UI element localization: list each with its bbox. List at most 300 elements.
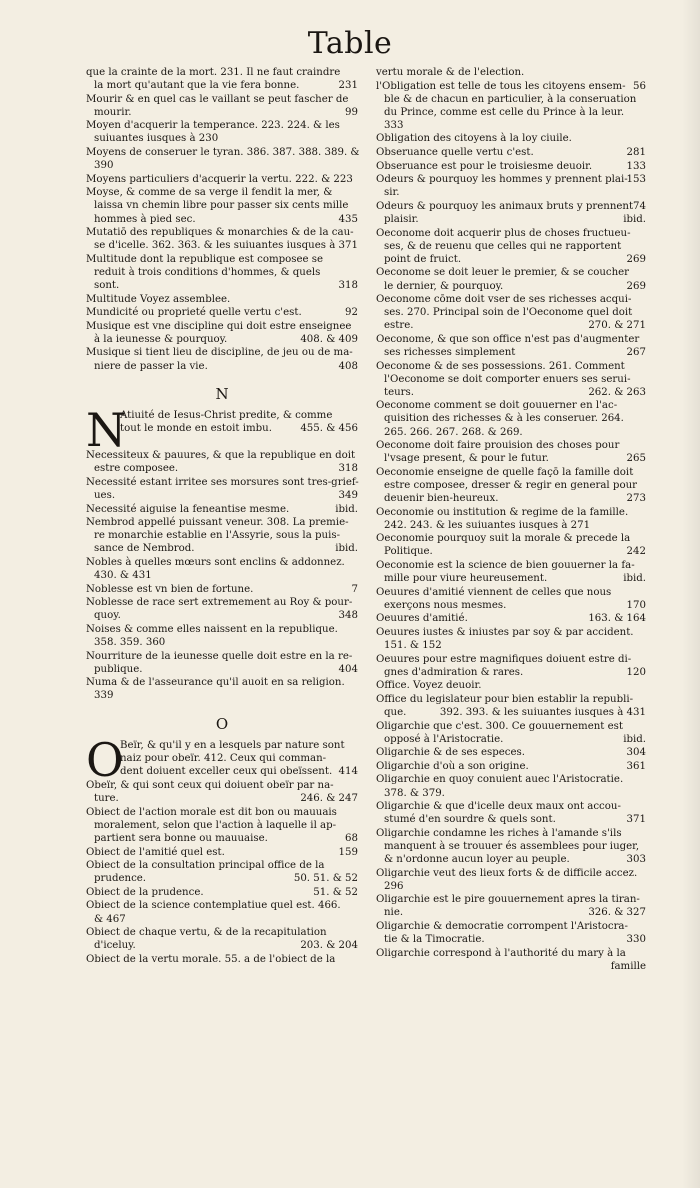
entry-line	[86, 583, 358, 596]
entry-line	[86, 899, 358, 912]
entry-line	[120, 422, 358, 435]
page-reference: 303	[626, 854, 646, 866]
entry-line	[376, 200, 646, 213]
index-entry	[86, 596, 358, 622]
index-entry	[86, 779, 358, 805]
entry-text: Oligarchie est le pire gouuernement apres la tiran-	[376, 894, 640, 906]
entry-text: mille pour viure heureusement.	[384, 573, 548, 585]
entry-line	[376, 66, 646, 79]
entry-text: Obeïr, & qui sont ceux qui doiuent obeïr par na-	[86, 780, 334, 792]
entry-text: d'iceluy.	[94, 940, 136, 952]
entry-line	[86, 806, 358, 819]
page-reference: 231	[338, 80, 358, 92]
entry-text: Oeconome comment se doit gouuerner en l'ac-	[376, 400, 618, 412]
entry-text: Obiect de chaque vertu, & de la recapitulation	[86, 927, 327, 939]
entry-text: Musique est vne discipline qui doit estre enseignee	[86, 320, 352, 332]
entry-text: Office du legislateur pour bien establir la republi-	[376, 693, 634, 705]
entry-line	[86, 226, 358, 239]
entry-text: Oligarchie & de ses especes.	[376, 747, 525, 759]
entry-text: prudence.	[94, 873, 147, 885]
page-reference: famille	[610, 960, 646, 972]
entry-text: Oeconome se doit leuer le premier, & se coucher	[376, 267, 630, 279]
entry-text: point de fruict.	[384, 253, 462, 265]
page-reference: ibid.	[623, 573, 646, 585]
page-reference: 349	[338, 490, 358, 502]
entry-text: teurs.	[384, 386, 415, 398]
entry-text: hommes à pied sec.	[94, 213, 196, 225]
entry-text: Obiect de l'action morale est dit bon ou mauuais	[86, 806, 337, 818]
index-entry	[86, 449, 358, 475]
entry-line	[86, 346, 358, 359]
page-reference: 318	[338, 280, 358, 291]
entry-line	[376, 733, 646, 746]
index-entry	[376, 293, 646, 332]
index-entry	[376, 559, 646, 585]
entry-line	[376, 666, 646, 679]
entry-text: moralement, selon que l'action à laquelle il ap-	[94, 819, 337, 831]
entry-line	[376, 106, 646, 119]
entry-text: suiuantes iusques à 230	[94, 133, 219, 145]
entry-text: la mort qu'autant que la vie fera bonne.	[94, 80, 300, 92]
entry-text: manquent à se trouuer és assemblees pour iuger,	[384, 840, 640, 852]
entry-text: Nembrod appellé puissant veneur. 308. La premie-	[86, 517, 349, 529]
entry-line	[376, 906, 646, 919]
entry-line	[376, 626, 646, 639]
index-entry	[376, 920, 646, 946]
index-entry	[86, 293, 358, 306]
index-entry	[86, 676, 358, 702]
entry-text: opposé à l'Aristocratie.	[384, 733, 504, 745]
index-entry	[376, 679, 646, 692]
entry-line	[86, 623, 358, 636]
page-reference: 203. & 204	[300, 940, 358, 952]
entry-text: Multitude dont la republique est composee se	[86, 253, 324, 265]
section-letter: O	[215, 714, 229, 733]
index-entry	[86, 953, 358, 966]
entry-text: 358. 359. 360	[94, 637, 166, 649]
page-reference: 242	[626, 546, 646, 558]
entry-line	[86, 239, 358, 252]
index-entry	[86, 93, 358, 119]
index-entry	[86, 66, 358, 92]
entry-text: Oeconome, & que son office n'est pas d'augmenter	[376, 333, 640, 345]
entry-text: à la ieunesse & pourquoy.	[94, 333, 228, 345]
entry-line	[376, 639, 646, 652]
entry-line	[376, 840, 646, 853]
entry-text: deuenir bien-heureux.	[384, 493, 499, 504]
entry-line	[86, 636, 358, 649]
entry-text: Oeuures d'amitié viennent de celles que nous	[376, 586, 612, 598]
index-entry	[376, 146, 646, 159]
index-entry	[376, 653, 646, 679]
index-column-right	[376, 66, 646, 973]
entry-line	[86, 253, 358, 266]
entry-line	[376, 960, 646, 973]
entry-line	[376, 93, 646, 106]
entry-line	[376, 412, 646, 425]
entry-text: re monarchie establie en l'Assyrie, sous la puis-	[94, 530, 341, 542]
page-reference: ibid.	[335, 503, 358, 515]
page-reference: 273	[626, 493, 646, 504]
entry-text: l'Oeconome se doit comporter enuers ses serui-	[384, 373, 631, 385]
entry-text: Oligarchie veut des lieux forts & de difficile accez.	[376, 867, 638, 879]
entry-text: Mundicité ou proprieté quelle vertu c'est.	[86, 307, 302, 319]
entry-line	[376, 479, 646, 492]
index-entry	[376, 720, 646, 746]
entry-line	[86, 293, 358, 306]
entry-text: dent doiuent exceller ceux qui obeïssent.	[120, 765, 333, 777]
index-entry	[86, 623, 358, 649]
entry-line	[376, 160, 646, 173]
entry-line	[86, 859, 358, 872]
entry-text: estre.	[384, 320, 414, 332]
entry-text: Oeconomie est la science de bien gouuerner la fa-	[376, 559, 635, 571]
entry-line	[376, 532, 646, 545]
index-entry	[376, 773, 646, 799]
index-entry	[86, 346, 358, 372]
entry-text: Oeconomie enseigne de quelle façō la famille doit	[376, 466, 634, 478]
entry-text: Oligarchie correspond à l'authorité du mary à la	[376, 947, 626, 959]
entry-text: Numa & de l'asseurance qu'il auoit en sa religion.	[86, 677, 345, 689]
entry-line	[376, 213, 646, 226]
entry-line	[86, 663, 358, 676]
index-entry	[376, 66, 646, 79]
index-entry	[376, 586, 646, 612]
entry-line	[86, 596, 358, 609]
entry-text: ture.	[94, 793, 119, 805]
entry-text: stumé d'en sourdre & quels sont.	[384, 814, 556, 826]
index-entry	[376, 227, 646, 266]
entry-text: sance de Nembrod.	[94, 543, 195, 555]
entry-line	[86, 872, 358, 885]
entry-text: l'Obligation est telle de tous les citoyens ensem-	[376, 80, 626, 92]
page-reference: 120	[626, 666, 646, 678]
index-entry	[86, 886, 358, 899]
entry-line	[86, 119, 358, 132]
entry-line	[376, 306, 646, 319]
page-reference: 269	[626, 253, 646, 265]
page-reference: 153	[626, 174, 646, 186]
page-reference: 330	[626, 934, 646, 946]
page-reference: 159	[338, 846, 358, 858]
entry-line	[376, 893, 646, 906]
entry-line	[120, 739, 358, 752]
entry-text: Oligarchie & democratie corrompent l'Aristocra-	[376, 921, 628, 932]
entry-text: quisition des richesses & à les conseruer. 264.	[384, 413, 624, 425]
entry-text: Multitude Voyez assemblee.	[86, 293, 231, 305]
entry-line	[376, 426, 646, 439]
entry-line	[86, 146, 358, 159]
entry-text: Moyse, & comme de sa verge il fendit la mer, &	[86, 187, 333, 199]
entry-line	[376, 173, 646, 186]
entry-text: niere de passer la vie.	[94, 360, 208, 372]
entry-line	[376, 787, 646, 800]
entry-line	[376, 706, 646, 719]
entry-text: Oeuures pour estre magnifiques doiuent estre di-	[376, 653, 632, 665]
entry-text: Politique.	[384, 546, 433, 558]
entry-text: gnes d'admiration & rares.	[384, 666, 524, 678]
entry-line	[86, 186, 358, 199]
entry-text: Moyens particuliers d'acquerir la vertu. 222. & 223	[86, 173, 353, 185]
page-reference: 92	[345, 307, 358, 319]
page-reference: 269	[626, 280, 646, 292]
page-reference: 361	[626, 760, 646, 772]
index-entry	[86, 306, 358, 319]
entry-line	[376, 599, 646, 612]
entry-line	[376, 227, 646, 240]
entry-line	[376, 293, 646, 306]
entry-text: tie & la Timocratie.	[384, 934, 485, 946]
entry-line	[376, 773, 646, 786]
entry-text: 242. 243. & les suiuantes iusques à 271	[384, 519, 591, 531]
page-reference: ibid.	[335, 543, 358, 555]
entry-line	[376, 679, 646, 692]
entry-line	[376, 947, 646, 960]
entry-text: publique.	[94, 663, 143, 675]
entry-text: exerçons nous mesmes.	[384, 599, 507, 611]
entry-text: Musique si tient lieu de discipline, de jeu ou de ma-	[86, 347, 353, 359]
page-reference: 265	[626, 453, 646, 465]
page-reference: 371	[626, 814, 646, 826]
index-entry	[86, 899, 358, 925]
entry-line	[376, 760, 646, 773]
entry-line	[86, 819, 358, 832]
entry-text: Oeconome doit acquerir plus de choses fructueu-	[376, 227, 631, 239]
index-entry	[86, 226, 358, 252]
entry-line	[376, 333, 646, 346]
page-reference: ibid.	[623, 733, 646, 745]
entry-line	[86, 886, 358, 899]
entry-text: l'vsage present, & pour le futur.	[384, 453, 549, 465]
entry-text: Odeurs & pourquoy les hommes y prennent plai-	[376, 174, 628, 186]
entry-text: laissa vn chemin libre pour passer six cents mille	[94, 200, 349, 212]
index-entry	[86, 119, 358, 145]
entry-text: 390	[94, 160, 114, 172]
entry-line	[120, 752, 358, 765]
index-entry	[376, 532, 646, 558]
page-reference: 50. 51. & 52	[293, 873, 358, 885]
entry-line	[86, 832, 358, 845]
entry-text: Noblesse est vn bien de fortune.	[86, 583, 254, 595]
index-entry	[376, 800, 646, 826]
entry-line	[376, 653, 646, 666]
entry-text: Obiect de la prudence.	[86, 886, 204, 898]
page-reference: 99	[345, 106, 358, 118]
entry-line	[376, 346, 646, 359]
entry-text: Oeconome cōme doit vser de ses richesses acqui-	[376, 294, 632, 306]
entry-line	[376, 240, 646, 253]
entry-text: 265. 266. 267. 268. & 269.	[384, 426, 523, 438]
entry-line	[376, 586, 646, 599]
index-entry	[376, 827, 646, 866]
entry-text: sont.	[94, 280, 120, 291]
index-entry	[376, 160, 646, 173]
entry-text: 296	[384, 880, 404, 892]
entry-text: Oeuures d'amitié.	[376, 613, 468, 625]
page-reference: 133	[626, 160, 646, 172]
index-entry	[376, 693, 646, 719]
page-reference: 163. & 164	[588, 613, 646, 625]
entry-line	[376, 466, 646, 479]
index-entry	[376, 506, 646, 532]
entry-line	[86, 66, 358, 79]
index-entry	[86, 186, 358, 225]
entry-line	[376, 867, 646, 880]
page-title: Table	[307, 26, 393, 61]
index-entry	[376, 399, 646, 438]
entry-line	[376, 439, 646, 452]
entry-text: mourir.	[94, 106, 132, 118]
page-reference: 56	[633, 80, 646, 92]
entry-line	[86, 199, 358, 212]
index-entry	[86, 146, 358, 172]
entry-text: Noblesse de race sert extremement au Roy & pour-	[86, 597, 353, 609]
entry-text: Obligation des citoyens à la loy ciuile.	[376, 133, 572, 145]
page-reference: 304	[626, 747, 646, 759]
page-reference: ibid.	[623, 214, 646, 226]
entry-line	[86, 650, 358, 663]
entry-line	[376, 360, 646, 373]
page-reference: 170	[626, 599, 646, 611]
index-entry	[376, 200, 646, 226]
entry-line	[376, 253, 646, 266]
entry-line	[376, 452, 646, 465]
entry-text: Oeuures iustes & iniustes par soy & par accident.	[376, 626, 634, 638]
entry-text: sir.	[384, 187, 400, 199]
page-reference: 455. & 456	[300, 422, 358, 434]
entry-line	[376, 146, 646, 159]
index-entry	[376, 867, 646, 893]
entry-text: Oligarchie en quoy conuient auec l'Aristocratie.	[376, 774, 624, 786]
entry-text: vertu morale & de l'election.	[376, 67, 525, 78]
index-entry	[376, 173, 646, 199]
page-reference: 281	[626, 147, 646, 159]
entry-text: Oligarchie condamne les riches à l'amande s'ils	[376, 827, 622, 839]
index-entry	[86, 173, 358, 186]
entry-text: Obseruance quelle vertu c'est.	[376, 147, 534, 159]
entry-text: Moyens de conseruer le tyran. 386. 387. 388. 389. &	[86, 147, 360, 159]
entry-line	[376, 119, 646, 132]
entry-line	[376, 280, 646, 293]
entry-line	[376, 827, 646, 840]
entry-line	[86, 556, 358, 569]
entry-text: Atiuité de Iesus-Christ predite, & comme	[120, 409, 333, 421]
entry-line	[376, 720, 646, 733]
page-reference: 51. & 52	[313, 886, 358, 898]
index-entry	[376, 893, 646, 919]
entry-line	[86, 93, 358, 106]
entry-line	[376, 853, 646, 866]
index-entry	[376, 266, 646, 292]
section-letter: N	[215, 384, 229, 403]
entry-line	[376, 506, 646, 519]
entry-line	[376, 612, 646, 625]
page-reference: 267	[626, 346, 646, 358]
entry-text: Moyen d'acquerir la temperance. 223. 224. & les	[86, 120, 340, 132]
index-entry	[86, 476, 358, 502]
entry-text: Necessité aiguise la feneantise mesme.	[86, 503, 290, 515]
entry-line	[376, 800, 646, 813]
page-reference: 270. & 271	[588, 320, 646, 332]
entry-text: Oligarchie que c'est. 300. Ce gouuernement est	[376, 720, 623, 732]
entry-line	[376, 880, 646, 893]
entry-text: Obiect de la consultation principal office de la	[86, 860, 325, 872]
entry-text: Office. Voyez deuoir.	[376, 680, 482, 692]
entry-line	[376, 746, 646, 759]
entry-text: 151. & 152	[384, 640, 442, 652]
entry-line	[86, 779, 358, 792]
entry-line	[86, 926, 358, 939]
entry-line	[376, 266, 646, 279]
entry-text: Oligarchie d'où a son origine.	[376, 760, 529, 772]
entry-line	[86, 542, 358, 555]
index-entry	[86, 846, 358, 859]
entry-text: Oeconomie pourquoy suit la morale & precede la	[376, 533, 631, 545]
entry-text: Necessiteux & pauures, & que la republique en doit	[86, 450, 356, 462]
entry-line	[86, 913, 358, 926]
entry-line	[86, 792, 358, 805]
entry-text: ues.	[94, 490, 116, 502]
entry-text: que la crainte de la mort. 231. Il ne faut craindre	[86, 67, 341, 78]
entry-line	[376, 373, 646, 386]
page-reference: 408	[338, 360, 358, 372]
entry-line	[376, 399, 646, 412]
entry-text: Obiect de l'amitié quel est.	[86, 846, 225, 858]
entry-line	[376, 519, 646, 532]
entry-line	[376, 559, 646, 572]
entry-line	[120, 409, 358, 422]
entry-line	[86, 449, 358, 462]
index-entry	[86, 503, 358, 516]
entry-line	[86, 132, 358, 145]
index-entry	[376, 80, 646, 132]
entry-line	[86, 676, 358, 689]
entry-line	[86, 569, 358, 582]
entry-text: Oeconomie ou institution & regime de la famille.	[376, 506, 629, 518]
page-reference: 326. & 327	[588, 907, 646, 919]
index-entry	[376, 333, 646, 359]
entry-line	[376, 132, 646, 145]
entry-text: & n'ordonne aucun loyer au peuple.	[384, 854, 570, 866]
page-reference: 435	[338, 213, 358, 225]
index-entry	[86, 320, 358, 346]
page-reference: 408. & 409	[300, 333, 358, 345]
page-reference: 7	[351, 583, 358, 595]
index-entry	[86, 859, 358, 885]
index-entry	[376, 746, 646, 759]
entry-line	[120, 765, 358, 778]
entry-text: 339	[94, 690, 114, 702]
entry-line	[86, 939, 358, 952]
entry-text: le dernier, & pourquoy.	[384, 280, 504, 292]
index-entry	[376, 612, 646, 625]
page-reference: 414	[338, 765, 358, 777]
entry-line	[376, 545, 646, 558]
entry-line	[376, 319, 646, 332]
entry-line	[86, 333, 358, 346]
page-reference: 74	[633, 200, 646, 212]
entry-text: Oeconome & de ses possessions. 261. Comment	[376, 360, 625, 372]
entry-text: quoy.	[94, 610, 121, 622]
entry-line	[86, 846, 358, 859]
entry-line	[376, 920, 646, 933]
entry-text: Odeurs & pourquoy les animaux bruts y prennent	[376, 200, 634, 212]
entry-line	[376, 80, 646, 93]
entry-text: Oeconome doit faire prouision des choses pour	[376, 440, 620, 452]
entry-line	[376, 386, 646, 399]
page-reference: 318	[338, 463, 358, 475]
entry-line	[86, 689, 358, 702]
